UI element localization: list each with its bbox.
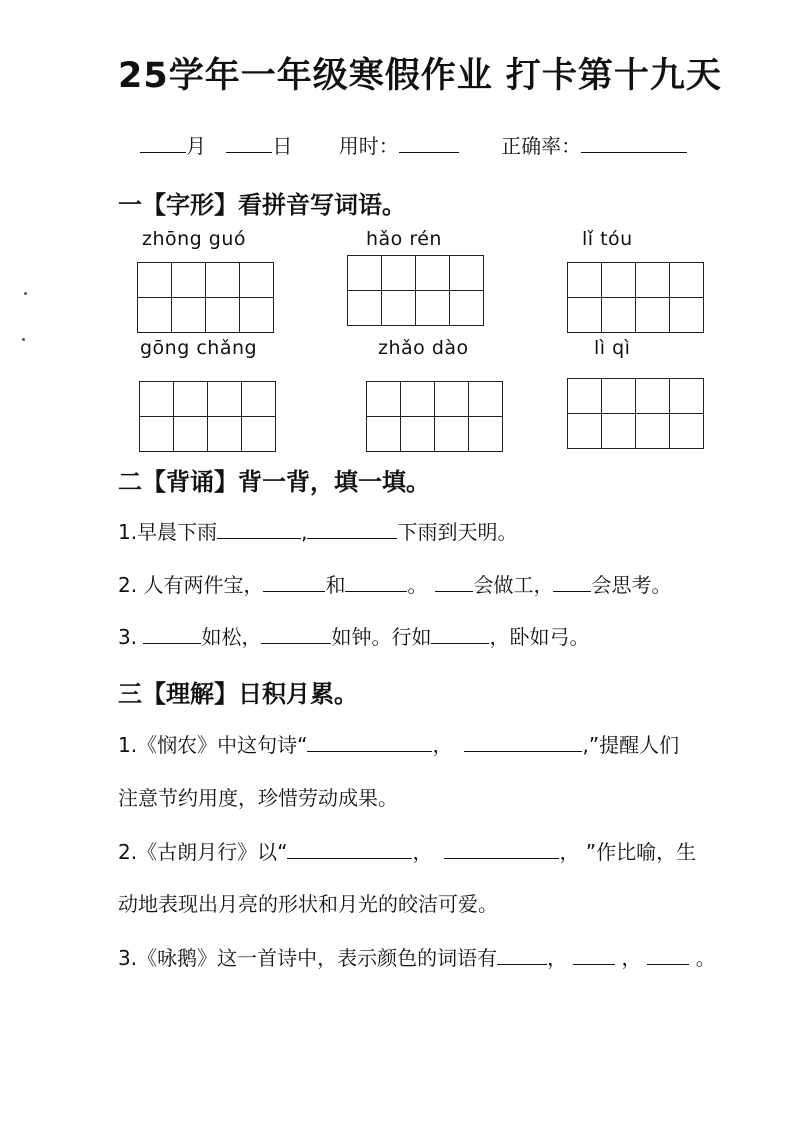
scan-speck — [22, 338, 25, 341]
blank[interactable] — [497, 964, 547, 965]
pinyin-4: gōng chǎng — [140, 337, 258, 359]
section-2-title: 二【背诵】背一背，填一填。 — [118, 468, 430, 496]
s3-question-3: 3.《咏鹅》这一首诗中，表示颜色的词语有 ， ， 。 — [118, 946, 716, 970]
blank[interactable] — [263, 591, 325, 592]
writing-grid-6[interactable] — [567, 378, 704, 449]
pinyin-1: zhōng guó — [142, 228, 247, 250]
pinyin-6: lì qì — [594, 337, 631, 359]
day-label: 日 — [272, 134, 293, 158]
writing-grid-2[interactable] — [347, 255, 484, 326]
blank[interactable] — [345, 591, 407, 592]
section-3-title: 三【理解】日积月累。 — [118, 680, 358, 708]
blank[interactable] — [287, 858, 412, 859]
date-time-row — [140, 130, 687, 159]
blank[interactable] — [647, 964, 689, 965]
writing-grid-4[interactable] — [139, 381, 276, 452]
accuracy-blank[interactable] — [581, 152, 687, 153]
blank[interactable] — [217, 538, 301, 539]
s3-question-2: 2.《古朗月行》以“ ， ， ”作比喻，生 — [118, 840, 697, 864]
blank[interactable] — [143, 643, 201, 644]
time-label: 用时： — [338, 134, 399, 158]
blank[interactable] — [307, 538, 397, 539]
s3-question-1-line-2: 注意节约用度，珍惜劳动成果。 — [118, 786, 398, 810]
accuracy-label: 正确率： — [501, 134, 582, 158]
pinyin-2: hǎo rén — [366, 228, 442, 250]
s2-question-1: 1.早晨下雨 , 下雨到天明。 — [118, 520, 518, 544]
blank[interactable] — [307, 751, 432, 752]
month-blank[interactable] — [140, 152, 186, 153]
blank[interactable] — [464, 751, 582, 752]
blank[interactable] — [553, 591, 591, 592]
s2-question-3: 3. 如松， 如钟。行如 ，卧如弓。 — [118, 625, 590, 649]
day-blank[interactable] — [226, 152, 272, 153]
blank[interactable] — [444, 858, 559, 859]
time-blank[interactable] — [399, 152, 459, 153]
blank[interactable] — [261, 643, 331, 644]
writing-grid-3[interactable] — [567, 262, 704, 333]
s2-question-2: 2. 人有两件宝， 和 。 会做工， 会思考。 — [118, 573, 672, 597]
s3-question-2-line-2: 动地表现出月亮的形状和月光的皎洁可爱。 — [118, 892, 498, 916]
blank[interactable] — [435, 591, 473, 592]
pinyin-5: zhǎo dào — [378, 337, 469, 359]
blank[interactable] — [573, 964, 615, 965]
scan-speck — [24, 292, 27, 295]
section-1-title: 一【字形】看拼音写词语。 — [118, 191, 406, 219]
s3-question-1: 1.《悯农》中这句诗“ ， ,”提醒人们 — [118, 733, 680, 757]
pinyin-3: lǐ tóu — [582, 228, 633, 250]
writing-grid-5[interactable] — [366, 381, 503, 452]
month-label: 月 — [186, 134, 206, 158]
blank[interactable] — [431, 643, 489, 644]
page-title: 25学年一年级寒假作业 打卡第十九天 — [118, 56, 722, 96]
writing-grid-1[interactable] — [137, 262, 274, 333]
